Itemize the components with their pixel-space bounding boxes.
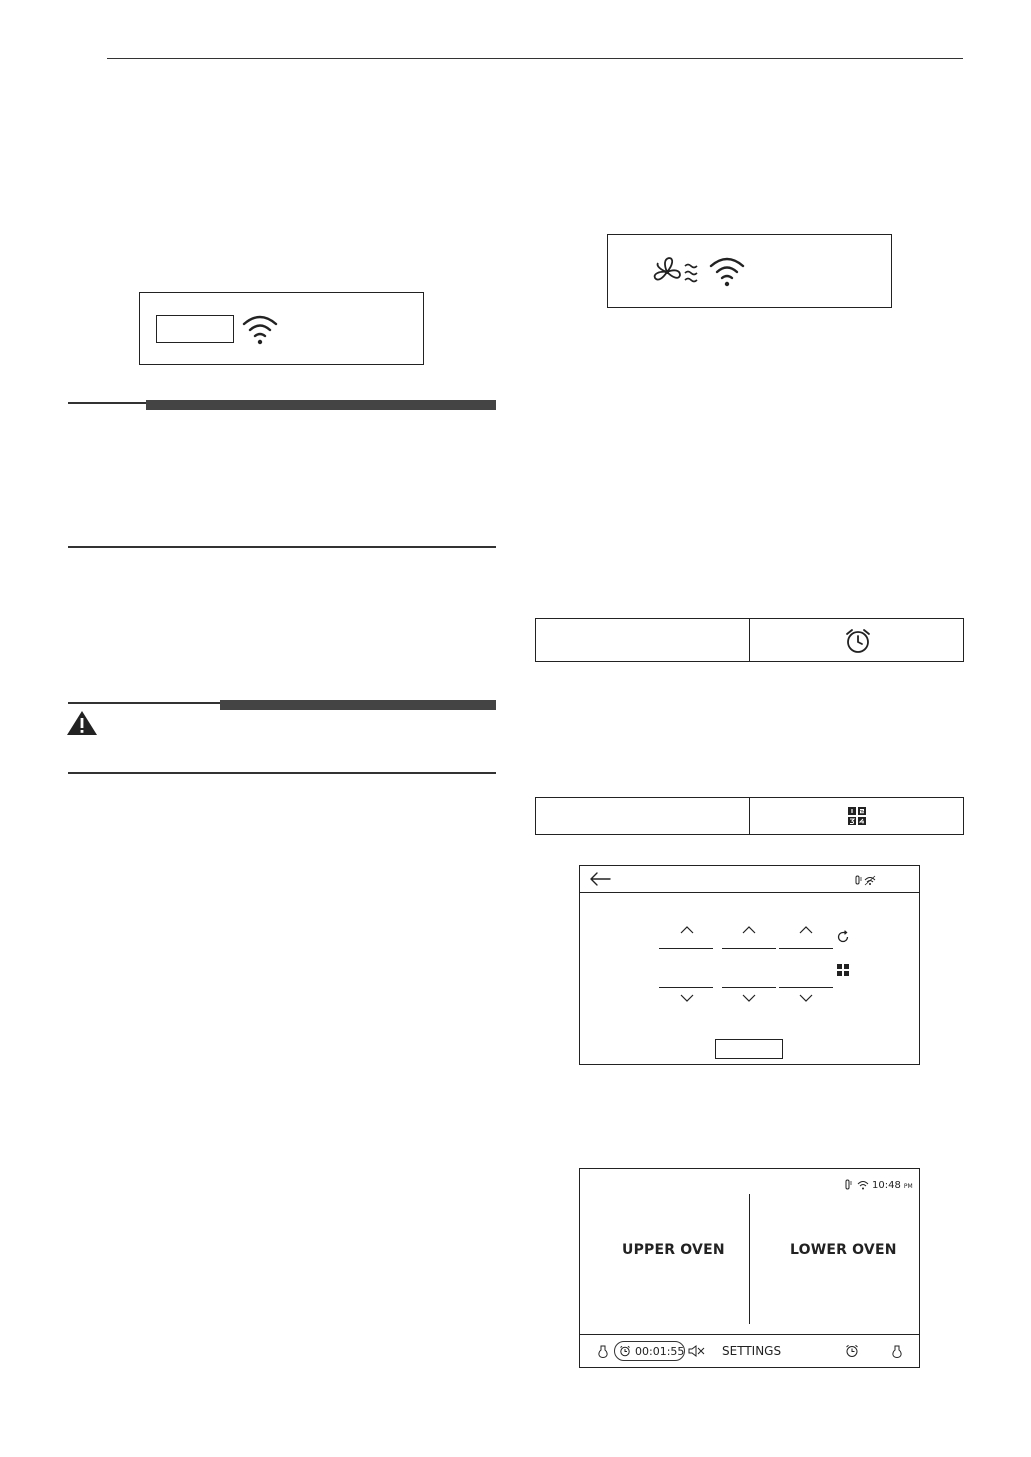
ampm-lower-line — [779, 987, 833, 988]
clock-set-screen — [579, 865, 920, 1065]
note-bottom-rule — [68, 546, 496, 548]
table-divider — [749, 798, 750, 834]
alarm-clock-icon — [844, 627, 872, 655]
header-rule — [107, 58, 963, 59]
timer-display[interactable] — [614, 1341, 685, 1361]
note-rule-thin — [68, 402, 148, 404]
confirm-button[interactable] — [715, 1039, 783, 1059]
alarm-table-row — [535, 618, 964, 662]
minute-upper-line — [722, 948, 776, 949]
oven-light-icon[interactable] — [892, 1344, 902, 1358]
blank-display-field — [156, 315, 234, 343]
warning-rule-thin — [68, 702, 222, 704]
screen-header-divider — [580, 892, 919, 893]
hour-upper-line — [659, 948, 713, 949]
ampm-upper-line — [779, 948, 833, 949]
upper-oven-label[interactable]: UPPER OVEN — [622, 1242, 725, 1258]
keypad-1234-icon — [847, 806, 867, 826]
wifi-icon — [241, 313, 279, 345]
minute-up-button[interactable] — [742, 926, 756, 934]
warning-triangle-icon — [66, 710, 98, 736]
status-ampm: PM — [903, 1182, 913, 1190]
wifi-icon — [708, 255, 746, 287]
alarm-clock-icon[interactable] — [845, 1344, 859, 1358]
oven-home-screen — [579, 1168, 920, 1368]
display-panel-wifi — [139, 292, 424, 365]
oven-divider — [749, 1194, 750, 1324]
back-arrow-icon[interactable] — [588, 871, 612, 887]
keypad-table-row — [535, 797, 964, 835]
grid-icon[interactable] — [837, 964, 849, 976]
table-divider — [749, 619, 750, 661]
ampm-up-button[interactable] — [799, 926, 813, 934]
footer-divider — [580, 1334, 919, 1335]
reset-icon[interactable] — [836, 930, 850, 944]
hour-up-button[interactable] — [680, 926, 694, 934]
settings-button[interactable]: SETTINGS — [722, 1344, 782, 1358]
alarm-clock-icon — [619, 1345, 631, 1357]
display-panel-fan-wifi — [607, 234, 892, 308]
oven-light-icon[interactable] — [598, 1344, 608, 1358]
wifi-icon — [857, 1180, 869, 1191]
status-icons — [855, 875, 877, 887]
sound-muted-icon[interactable] — [688, 1345, 706, 1357]
status-time: 10:48 — [872, 1179, 901, 1191]
warning-header-bar — [220, 700, 496, 710]
hour-down-button[interactable] — [680, 994, 694, 1002]
status-bar — [845, 1178, 913, 1192]
note-header-bar — [146, 400, 496, 410]
hour-lower-line — [659, 987, 713, 988]
minute-lower-line — [722, 987, 776, 988]
ampm-down-button[interactable] — [799, 994, 813, 1002]
timer-value: 00:01:55 — [635, 1344, 685, 1358]
fan-icon — [652, 255, 700, 289]
warning-bottom-rule — [68, 772, 496, 774]
lower-oven-label[interactable]: LOWER OVEN — [790, 1242, 897, 1258]
minute-down-button[interactable] — [742, 994, 756, 1002]
probe-icon — [845, 1179, 854, 1191]
